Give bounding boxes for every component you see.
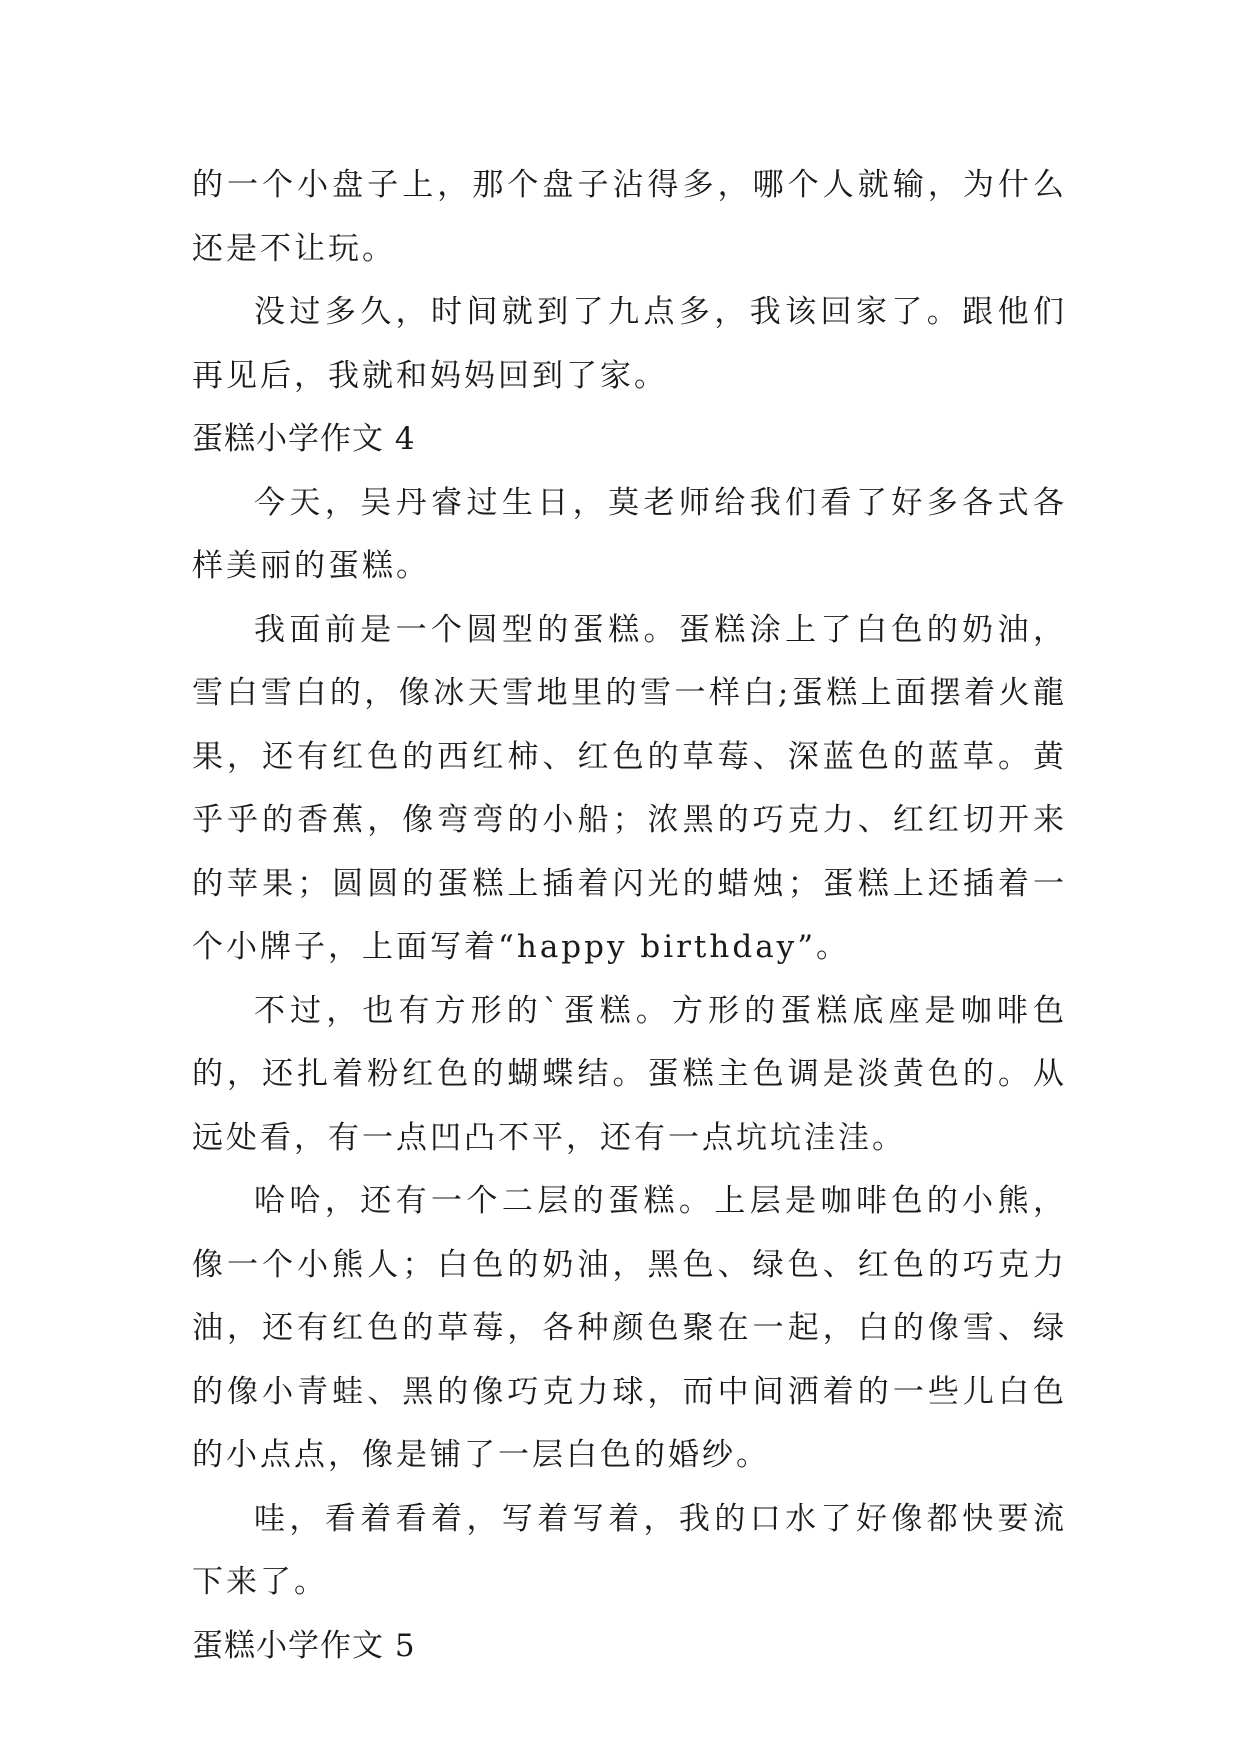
paragraph: 我面前是一个圆型的蛋糕。蛋糕涂上了白色的奶油，雪白雪白的，像冰天雪地里的雪一样白;蛋糕上面摆着火龍果，还有红色的西红柿、红色的草莓、深蓝色的蓝草。黄乎乎的香蕉，像弯弯的小船；浓黑的巧克力、红红切开来的苹果；圆圆的蛋糕上插着闪光的蜡烛；蛋糕上还插着一个小牌子，上面写着“happy birthday”。 [192, 611, 1067, 965]
paragraph: 不过，也有方形的`蛋糕。方形的蛋糕底座是咖啡色的，还扎着粉红色的蝴蝶结。蛋糕主色调是淡黄色的。从远处看，有一点凹凸不平，还有一点坑坑洼洼。 [192, 992, 1067, 1156]
paragraph: 没过多久，时间就到了九点多，我该回家了。跟他们再见后，我就和妈妈回到了家。 [192, 294, 1067, 394]
paragraph: 哇，看着看着，写着写着，我的口水了好像都快要流下来了。 [192, 1500, 1067, 1600]
section-heading: 蛋糕小学作文 5 [192, 1627, 416, 1664]
section-heading: 蛋糕小学作文 4 [192, 421, 416, 457]
paragraph: 今天，吴丹睿过生日，莫老师给我们看了好多各式各样美丽的蛋糕。 [192, 484, 1067, 584]
paragraph: 的一个小盘子上，那个盘子沾得多，哪个人就输，为什么还是不让玩。 [192, 167, 1067, 267]
document-body [192, 154, 1067, 1678]
paragraph: 哈哈，还有一个二层的蛋糕。上层是咖啡色的小熊，像一个小熊人；白色的奶油，黑色、绿色、红色的巧克力油，还有红色的草莓，各种颜色聚在一起，白的像雪、绿的像小青蛙、黑的像巧克力球，而中间洒着的一些儿白色的小点点，像是铺了一层白色的婚纱。 [192, 1183, 1067, 1473]
